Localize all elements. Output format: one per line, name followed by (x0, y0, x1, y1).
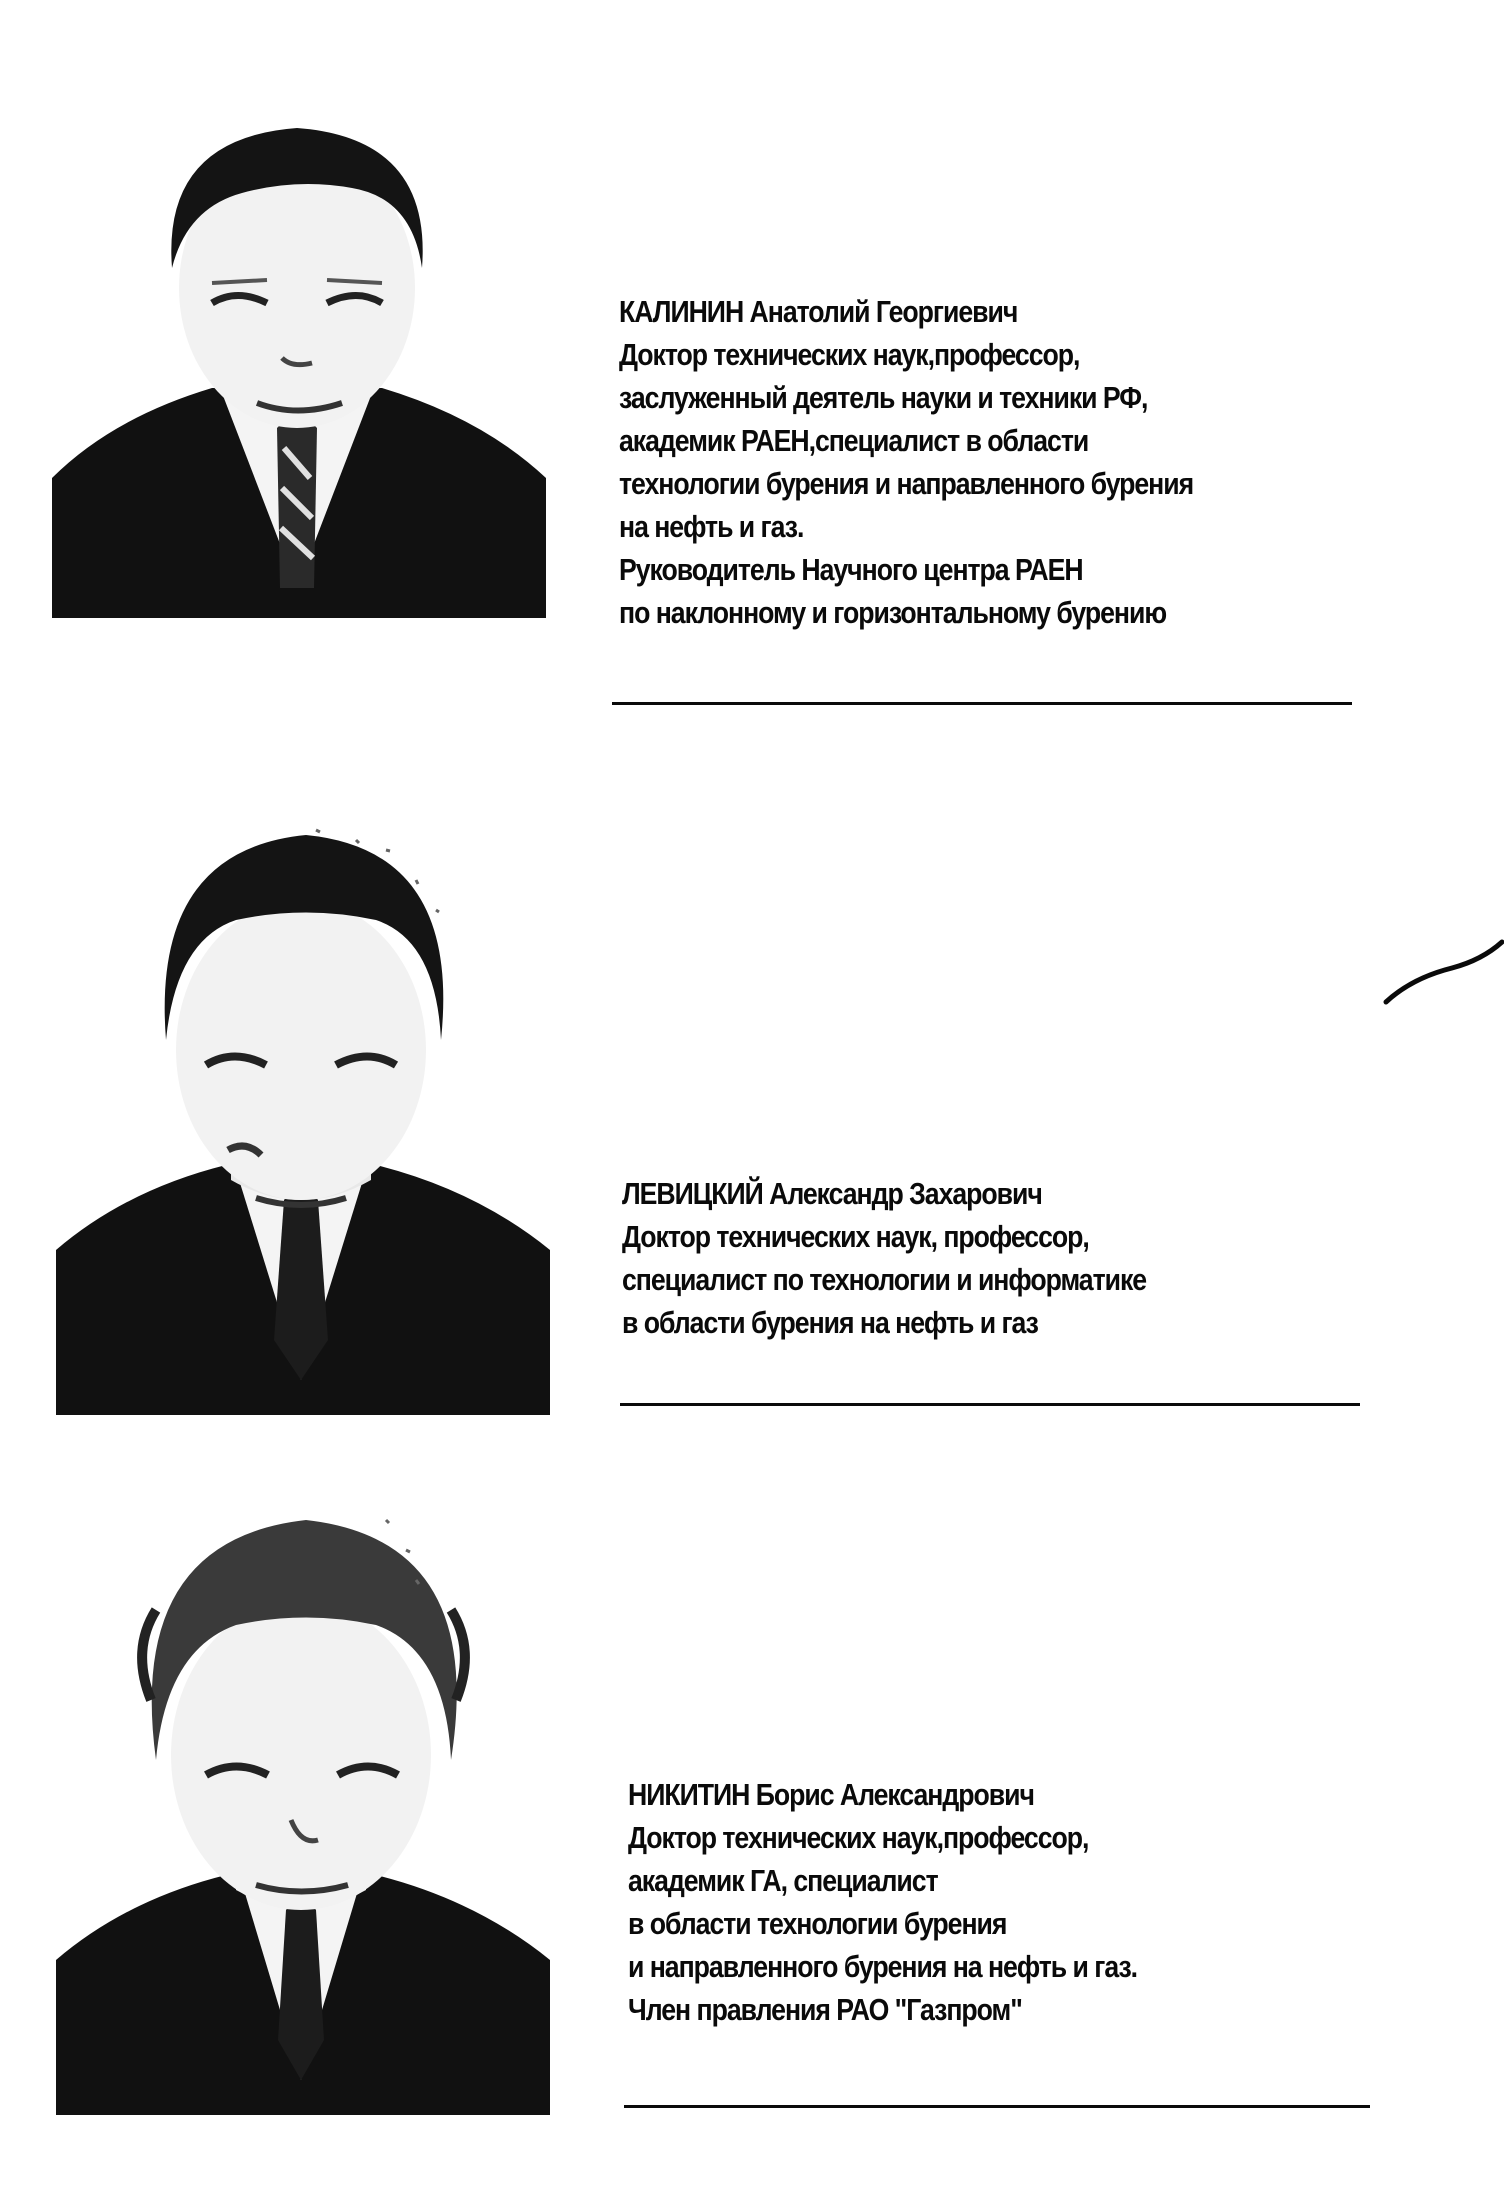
bio-line: в области технологии бурения (628, 1906, 1007, 1941)
bio-line: Доктор технических наук,профессор, (628, 1820, 1089, 1855)
bio-line: заслуженный деятель науки и техники РФ, (619, 380, 1148, 415)
bio-line: Доктор технических наук,профессор, (619, 337, 1080, 372)
bio-text-nikitin (628, 1773, 1137, 2031)
portrait-image (52, 118, 546, 618)
bio-line: Член правления РАО "Газпром" (628, 1992, 1022, 2027)
bio-line: технологии бурения и направленного бурения (619, 466, 1194, 501)
bio-line: в области бурения на нефть и газ (622, 1305, 1038, 1340)
bio-line: на нефть и газ. (619, 509, 804, 544)
bio-line: Руководитель Научного центра РАЕН (619, 552, 1083, 587)
section-divider (612, 702, 1352, 705)
bio-name-line: ЛЕВИЦКИЙ Александр Захарович (622, 1176, 1042, 1211)
portrait-image (56, 1500, 550, 2115)
bio-line: специалист по технологии и информатике (622, 1262, 1147, 1297)
bio-line: академик ГА, специалист (628, 1863, 938, 1898)
bio-text-kalinin (619, 290, 1193, 634)
bio-name-line: НИКИТИН Борис Александрович (628, 1777, 1034, 1812)
portrait-photo-nikitin (56, 1500, 550, 2115)
pen-stroke-mark (1382, 938, 1504, 1008)
portrait-image (56, 820, 550, 1415)
bio-name-line: КАЛИНИН Анатолий Георгиевич (619, 294, 1018, 329)
portrait-photo-kalinin (52, 118, 546, 618)
bio-text-levitsky (622, 1172, 1146, 1344)
section-divider (620, 1403, 1360, 1406)
bio-line: Доктор технических наук, профессор, (622, 1219, 1089, 1254)
bio-line: академик РАЕН,специалист в области (619, 423, 1089, 458)
bio-line: по наклонному и горизонтальному бурению (619, 595, 1167, 630)
section-divider (624, 2105, 1370, 2108)
portrait-photo-levitsky (56, 820, 550, 1415)
bio-line: и направленного бурения на нефть и газ. (628, 1949, 1138, 1984)
